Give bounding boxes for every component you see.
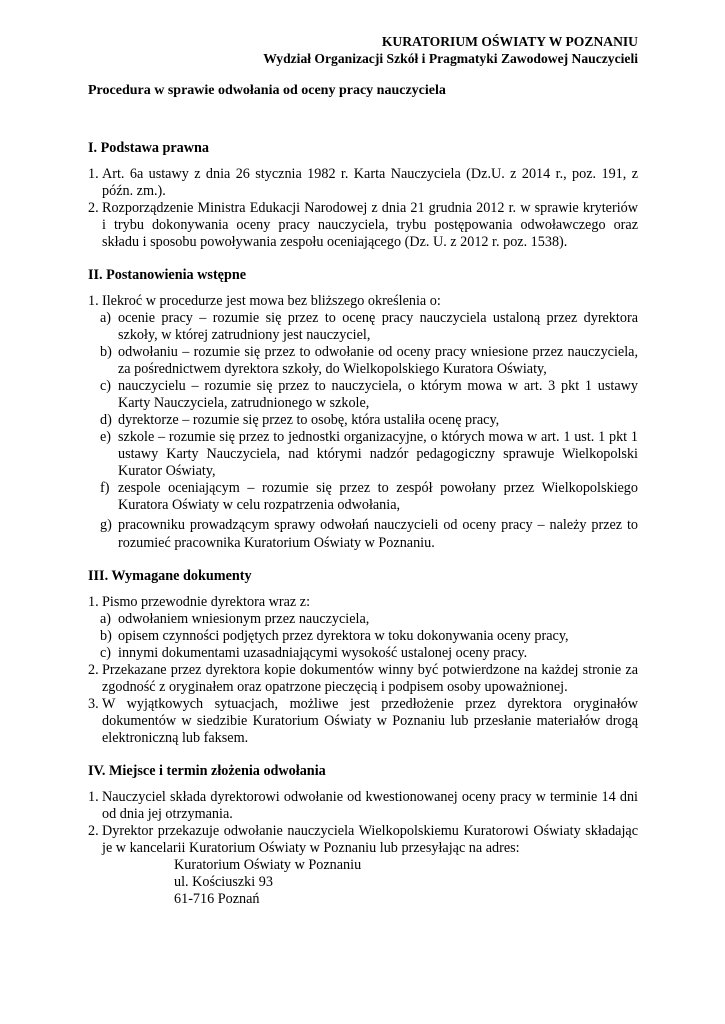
sub-item-letter: b) — [100, 344, 112, 360]
sub-item — [88, 429, 638, 480]
sub-item-letter: b) — [100, 628, 112, 644]
item-text: Pismo przewodnie dyrektora wraz z: — [102, 594, 311, 610]
item-number: 1. — [88, 789, 99, 805]
sub-item — [88, 378, 638, 412]
sub-item-letter: c) — [100, 645, 112, 661]
item-number: 1. — [88, 166, 99, 182]
sub-item-letter: d) — [100, 412, 112, 428]
item-number: 2. — [88, 200, 99, 216]
item-number: 1. — [88, 293, 99, 309]
item-text: Przekazane przez dyrektora kopie dokumentów winny być potwierdzone na każdej stronie za zgodność z oryginałem oraz opatrzone pieczęcią i podpisem osoby upoważnionej. — [102, 662, 638, 695]
header-department: Wydział Organizacji Szkół i Pragmatyki Zawodowej Nauczycieli — [263, 51, 638, 66]
sub-item — [88, 480, 638, 514]
item-text: Ilekroć w procedurze jest mowa bez bliższego określenia o: — [102, 293, 441, 309]
sub-item-text: ocenie pracy – rozumie się przez to ocenę pracy nauczyciela ustaloną przez dyrektora szkoły, w której zatrudniony jest nauczyciel, — [118, 310, 638, 343]
item-text: Nauczyciel składa dyrektorowi odwołanie od kwestionowanej oceny pracy w terminie 14 dni od dnia jej otrzymania. — [102, 789, 638, 822]
sub-item-text: opisem czynności podjętych przez dyrektora w toku dokonywania oceny pracy, — [118, 628, 569, 644]
list-item — [88, 293, 638, 310]
item-text: Dyrektor przekazuje odwołanie nauczyciela Wielkopolskiemu Kuratorowi Oświaty składając je w kancelarii Kuratorium Oświaty w Poznaniu lub przesyłając na adres: — [102, 823, 638, 856]
item-number: 2. — [88, 662, 99, 678]
list-item — [88, 823, 638, 857]
sub-item-letter: a) — [100, 310, 112, 326]
sub-item-letter: c) — [100, 378, 112, 394]
sub-item-text: innymi dokumentami uzasadniającymi wysokość ustalonej oceny pracy. — [118, 645, 528, 661]
sub-item-letter: a) — [100, 611, 112, 627]
document-body — [88, 140, 638, 924]
sub-item-text: pracowniku prowadzącym sprawy odwołań nauczycieli od oceny pracy – należy przez to rozumieć pracownika Kuratorium Oświaty w Poznaniu. — [118, 517, 638, 551]
sub-item-text: odwołaniu – rozumie się przez to odwołanie od oceny pracy wniesione przez nauczyciela, za pośrednictwem dyrektora szkoły, do Wielkopolskiego Kuratora Oświaty, — [118, 344, 638, 377]
section-title: III. Wymagane dokumenty — [88, 568, 252, 584]
sub-item-text: nauczycielu – rozumie się przez to nauczyciela, o którym mowa w art. 3 pkt 1 ustawy Karty Nauczyciela, zatrudnionego w szkole, — [118, 378, 638, 411]
section-legal-basis — [88, 140, 638, 251]
list-item — [88, 200, 638, 251]
sub-item — [88, 611, 638, 628]
section-title: II. Postanowienia wstępne — [88, 267, 247, 283]
address-line: Kuratorium Oświaty w Poznaniu — [174, 857, 362, 873]
sub-item — [88, 412, 638, 429]
list-item — [88, 789, 638, 823]
list-item — [88, 662, 638, 696]
item-text: Art. 6a ustawy z dnia 26 stycznia 1982 r. Karta Nauczyciela (Dz.U. z 2014 r., poz. 191, z późn. zm.). — [102, 166, 638, 199]
section-place-and-deadline — [88, 763, 638, 908]
sub-item-text: dyrektorze – rozumie się przez to osobę, która ustaliła ocenę pracy, — [118, 412, 500, 428]
postal-address — [88, 857, 638, 908]
item-number: 3. — [88, 696, 99, 712]
list-item — [88, 166, 638, 200]
section-title: IV. Miejsce i termin złożenia odwołania — [88, 763, 326, 779]
item-number: 2. — [88, 823, 99, 839]
sub-item-letter: f) — [100, 480, 110, 496]
sub-item-text: szkole – rozumie się przez to jednostki organizacyjne, o których mowa w art. 1 ust. 1 pkt 1 ustawy Karty Nauczyciela, nad którymi nadzór pedagogiczny sprawuje Wielkopolski Kurator Oświaty, — [118, 429, 638, 479]
document-title: Procedura w sprawie odwołania od oceny pracy nauczyciela — [88, 83, 446, 98]
sub-item — [88, 628, 638, 645]
list-item — [88, 696, 638, 747]
section-required-documents — [88, 568, 638, 747]
sub-item — [88, 310, 638, 344]
sub-item — [88, 516, 638, 552]
document-header — [263, 33, 638, 67]
address-line: ul. Kościuszki 93 — [174, 874, 273, 890]
address-line: 61-716 Poznań — [174, 891, 260, 907]
sub-item-text: odwołaniem wniesionym przez nauczyciela, — [118, 611, 370, 627]
item-text: Rozporządzenie Ministra Edukacji Narodowej z dnia 21 grudnia 2012 r. w sprawie kryteriów i trybu dokonywania oceny pracy nauczyciela, trybu postępowania odwoławczego oraz składu i sposobu powoływania zespołu oceniającego (Dz. U. z 2012 r. poz. 1538). — [102, 200, 638, 250]
sub-item-text: zespole oceniającym – rozumie się przez to zespół powołany przez Wielkopolskiego Kuratora Oświaty w celu rozpatrzenia odwołania, — [118, 480, 638, 513]
list-item — [88, 594, 638, 611]
item-text: W wyjątkowych sytuacjach, możliwe jest przedłożenie przez dyrektora oryginałów dokumentów w siedzibie Kuratorium Oświaty w Poznaniu lub przesłanie materiałów drogą elektroniczną lub faksem. — [102, 696, 638, 746]
sub-item — [88, 344, 638, 378]
sub-item-letter: g) — [100, 517, 112, 533]
sub-item-letter: e) — [100, 429, 112, 445]
sub-item — [88, 645, 638, 662]
section-preliminary-provisions — [88, 267, 638, 552]
item-number: 1. — [88, 594, 99, 610]
section-title: I. Podstawa prawna — [88, 140, 210, 156]
header-institution: KURATORIUM OŚWIATY W POZNANIU — [381, 34, 638, 49]
